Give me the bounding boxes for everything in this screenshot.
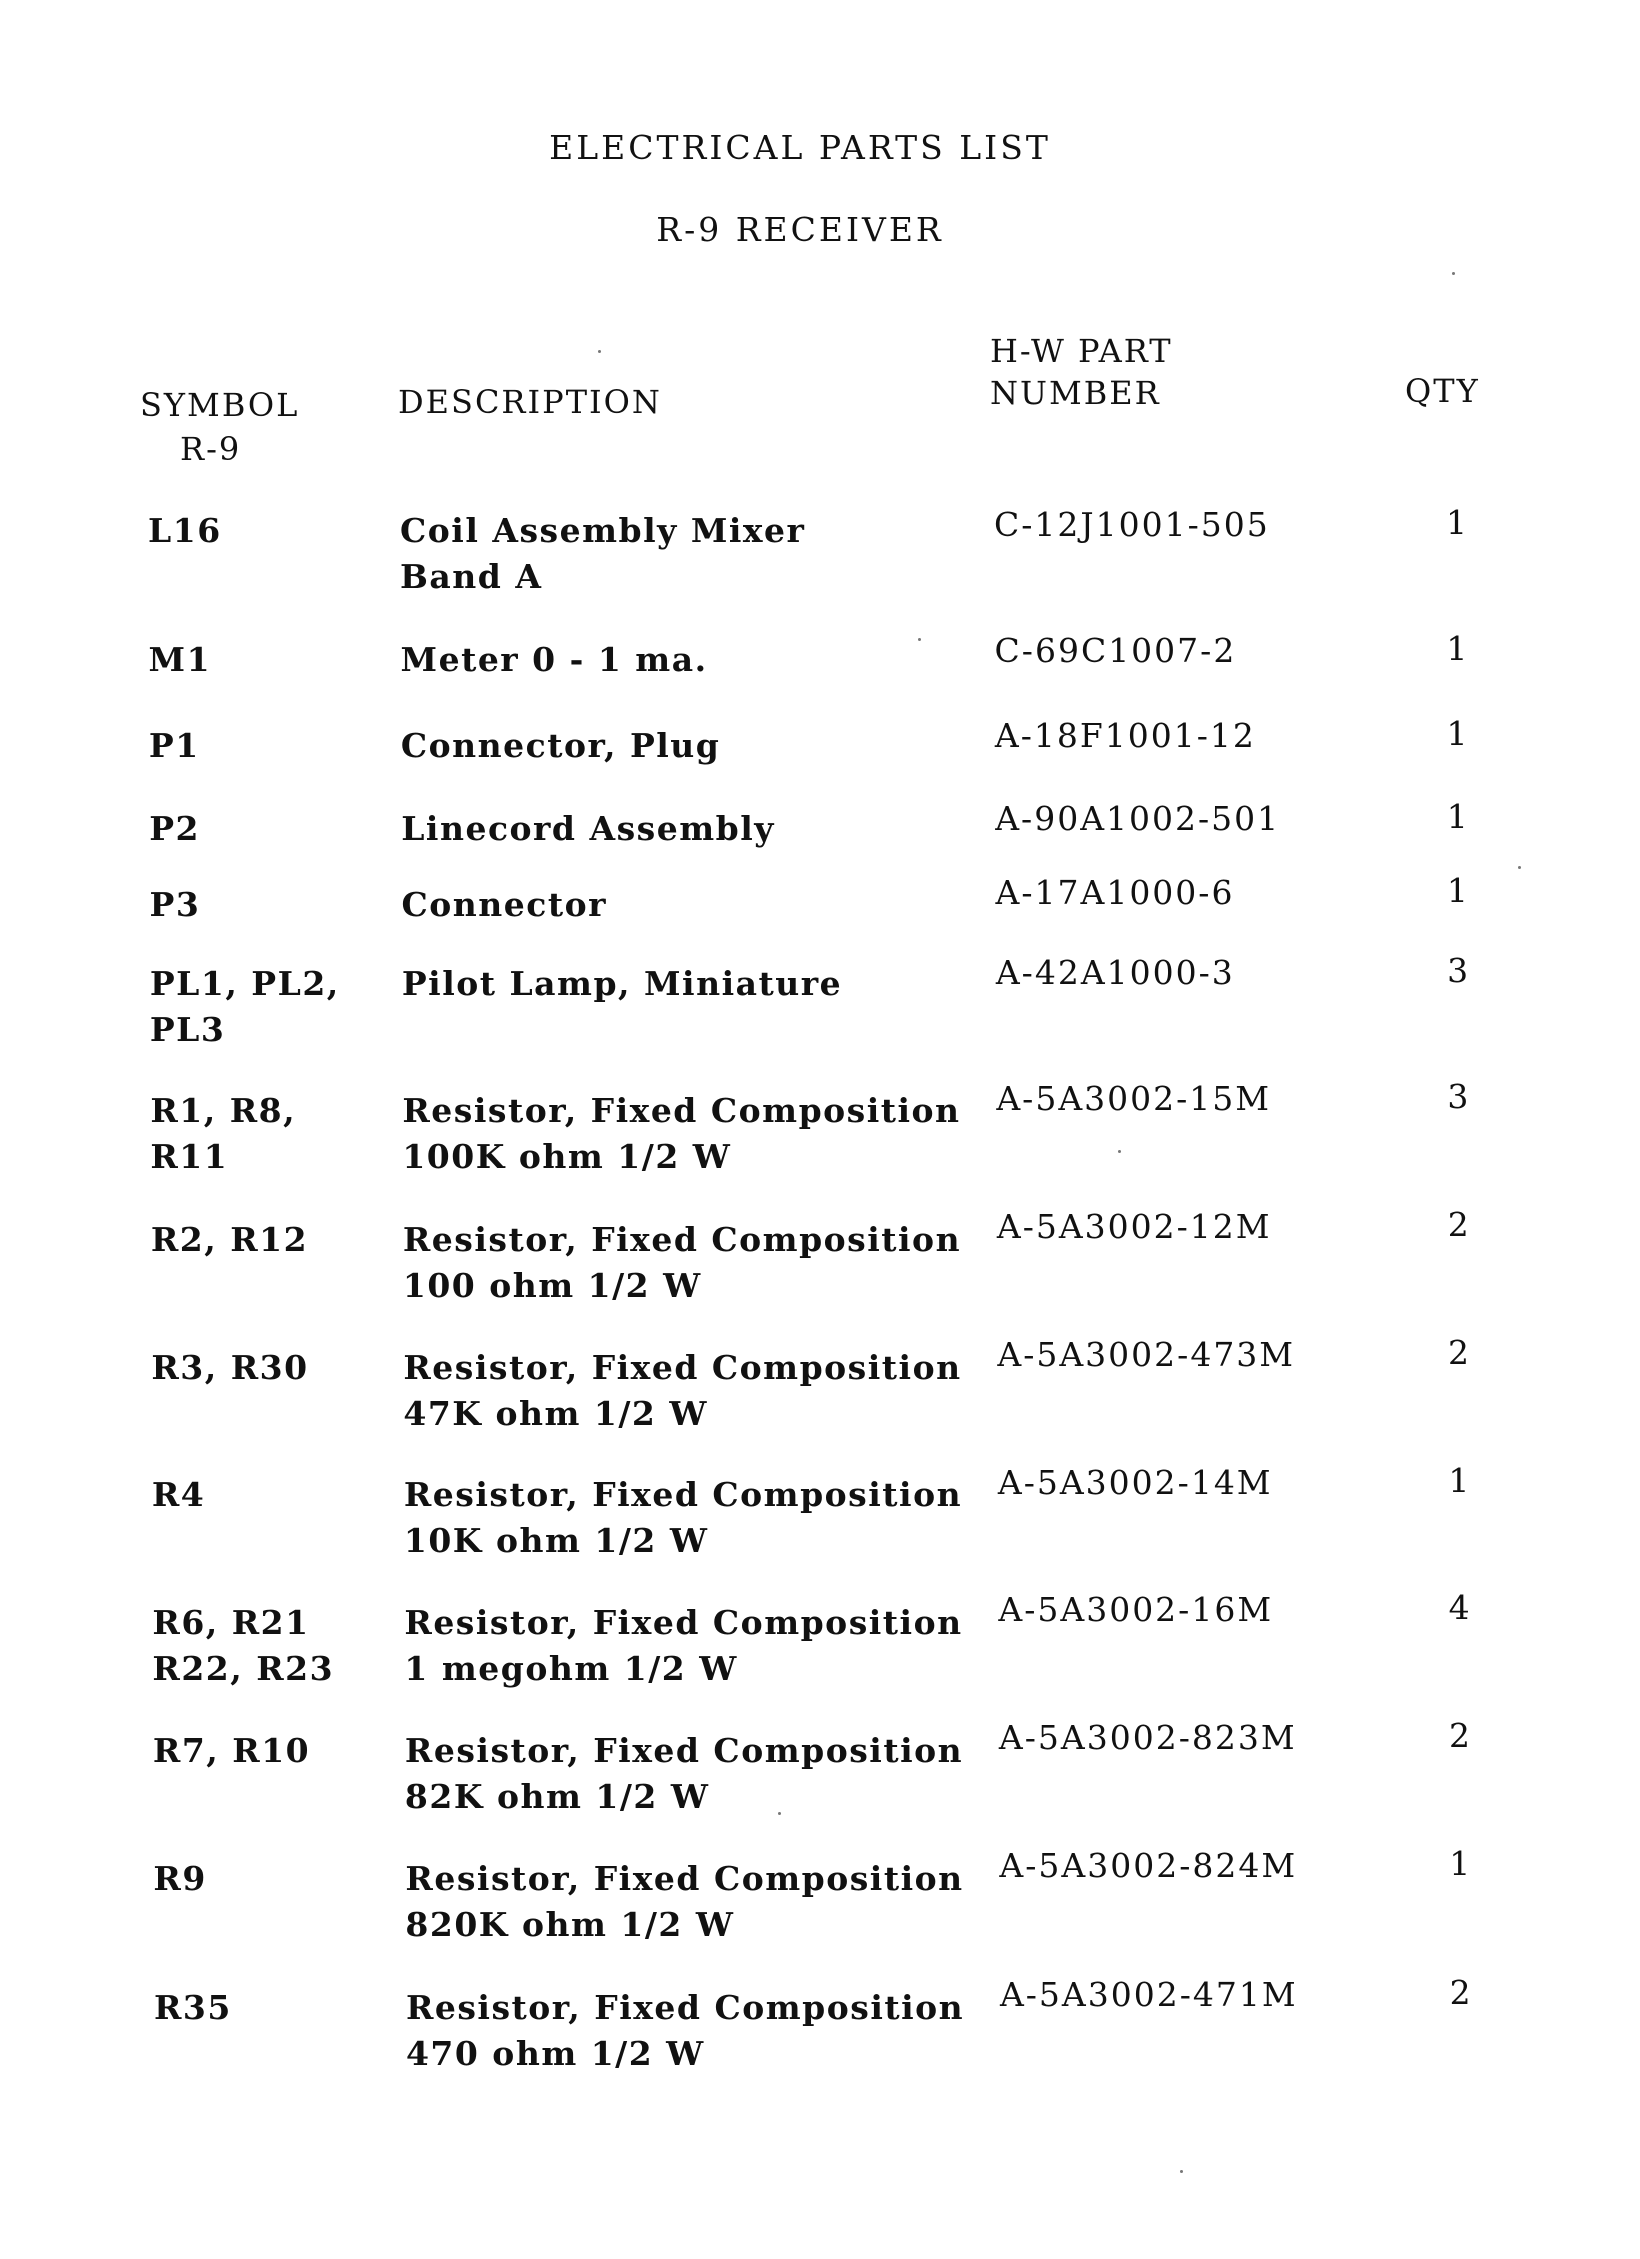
document-title: ELECTRICAL PARTS LIST — [549, 128, 1051, 167]
row-description-line: Connector, Plug — [400, 726, 721, 765]
row-qty: 1 — [1446, 871, 1470, 910]
row-symbol-line: R22, R23 — [152, 1649, 335, 1688]
row-description — [402, 882, 608, 928]
row-description — [406, 1985, 964, 2077]
row-description-line: 10K ohm 1/2 W — [403, 1521, 709, 1560]
row-symbol-line: P3 — [149, 885, 201, 924]
row-symbol — [153, 1856, 206, 1902]
row-symbol-line: P2 — [149, 809, 200, 848]
row-description-line: Resistor, Fixed Composition — [404, 1731, 964, 1770]
row-symbol — [149, 637, 212, 683]
row-symbol — [150, 1088, 296, 1180]
row-symbol-line: R1, R8, — [150, 1091, 297, 1130]
row-description-line: Resistor, Fixed Composition — [403, 1348, 962, 1387]
row-qty: 1 — [1446, 797, 1470, 836]
row-part-number: A-42A1000-3 — [995, 953, 1235, 992]
row-description-line: 82K ohm 1/2 W — [404, 1777, 710, 1816]
row-symbol-line: R2, R12 — [150, 1220, 309, 1259]
row-symbol-line: R35 — [153, 1988, 232, 2027]
row-part-number: A-5A3002-823M — [998, 1718, 1297, 1757]
row-description — [402, 961, 842, 1007]
row-description-line: Resistor, Fixed Composition — [405, 1988, 965, 2027]
row-description-line: 47K ohm 1/2 W — [403, 1394, 708, 1433]
row-symbol — [153, 1728, 310, 1774]
row-part-number: A-90A1002-501 — [995, 799, 1281, 838]
column-header-part-line1: H-W PART — [990, 332, 1173, 370]
row-description — [403, 1345, 961, 1437]
row-description-line: Meter 0 - 1 ma. — [400, 640, 708, 679]
row-part-number: A-5A3002-824M — [999, 1846, 1298, 1885]
column-header-symbol: SYMBOL — [140, 386, 300, 424]
row-symbol — [152, 1472, 205, 1518]
row-description — [405, 1856, 963, 1948]
row-description-line: 100K ohm 1/2 W — [402, 1137, 732, 1176]
row-qty: 2 — [1449, 1973, 1473, 2012]
row-description — [400, 508, 805, 600]
row-description — [401, 723, 720, 769]
row-qty: 4 — [1448, 1588, 1472, 1627]
row-part-number: A-5A3002-473M — [997, 1335, 1296, 1374]
row-symbol-line: R7, R10 — [152, 1731, 311, 1770]
row-qty: 2 — [1448, 1333, 1471, 1372]
document-subtitle: R-9 RECEIVER — [656, 210, 944, 249]
row-qty: 3 — [1447, 1077, 1470, 1116]
row-qty: 2 — [1448, 1716, 1472, 1755]
row-description-line: Resistor, Fixed Composition — [405, 1859, 964, 1898]
row-symbol — [150, 961, 340, 1053]
row-symbol-line: P1 — [148, 726, 200, 765]
row-description-line: 100 ohm 1/2 W — [402, 1266, 702, 1305]
row-part-number: A-5A3002-14M — [997, 1463, 1273, 1502]
row-description-line: Coil Assembly Mixer — [400, 511, 806, 550]
row-description-line: Band A — [400, 557, 543, 596]
row-symbol-line: R11 — [150, 1137, 229, 1176]
row-description — [404, 1600, 962, 1692]
row-description — [403, 1217, 961, 1309]
row-description — [401, 806, 775, 852]
column-header-part-line2: NUMBER — [990, 374, 1161, 412]
row-part-number: A-5A3002-12M — [996, 1207, 1272, 1246]
row-symbol-line: R3, R30 — [151, 1348, 309, 1387]
row-symbol-line: R6, R21 — [152, 1603, 310, 1642]
row-part-number: A-18F1001-12 — [994, 716, 1256, 755]
row-symbol-line: R4 — [151, 1475, 206, 1514]
row-symbol — [154, 1985, 232, 2031]
row-qty: 1 — [1446, 629, 1469, 668]
row-description — [405, 1728, 963, 1820]
column-header-qty: QTY — [1405, 372, 1480, 410]
row-symbol-line: R9 — [153, 1859, 207, 1898]
row-part-number: A-5A3002-15M — [996, 1079, 1272, 1118]
row-symbol — [150, 882, 201, 928]
row-part-number: A-5A3002-16M — [998, 1590, 1274, 1629]
row-qty: 1 — [1446, 503, 1469, 542]
row-symbol — [148, 508, 222, 554]
row-description-line: Pilot Lamp, Miniature — [401, 964, 843, 1003]
row-part-number: C-69C1007-2 — [994, 631, 1237, 670]
row-description — [404, 1472, 962, 1564]
row-symbol-line: PL3 — [149, 1010, 226, 1049]
row-symbol — [149, 806, 200, 852]
row-symbol — [152, 1600, 334, 1692]
row-description-line: Resistor, Fixed Composition — [404, 1603, 963, 1642]
row-symbol-line: PL1, PL2, — [149, 964, 340, 1003]
column-header-description: DESCRIPTION — [398, 383, 662, 421]
row-description-line: Resistor, Fixed Composition — [402, 1220, 962, 1259]
row-description-line: Resistor, Fixed Composition — [403, 1475, 963, 1514]
row-description-line: 1 megohm 1/2 W — [404, 1649, 738, 1688]
row-part-number: A-5A3002-471M — [999, 1975, 1298, 2014]
column-header-symbol-sub: R-9 — [180, 430, 242, 468]
row-description — [402, 1088, 960, 1180]
row-symbol — [149, 723, 200, 769]
row-description-line: 820K ohm 1/2 W — [405, 1905, 735, 1944]
row-qty: 1 — [1448, 1461, 1471, 1500]
row-qty: 1 — [1446, 714, 1470, 753]
row-symbol — [151, 1345, 308, 1391]
row-qty: 2 — [1447, 1205, 1471, 1244]
row-part-number: C-12J1001-505 — [994, 505, 1270, 544]
row-qty: 1 — [1449, 1844, 1472, 1883]
row-description-line: Linecord Assembly — [401, 809, 775, 848]
row-symbol-line: L16 — [148, 511, 222, 550]
row-part-number: A-17A1000-6 — [995, 873, 1235, 912]
row-description-line: Resistor, Fixed Composition — [402, 1091, 961, 1130]
row-description-line: 470 ohm 1/2 W — [405, 2034, 705, 2073]
row-symbol — [151, 1217, 308, 1263]
row-symbol-line: M1 — [148, 640, 212, 679]
row-description — [401, 637, 708, 683]
row-description-line: Connector — [401, 885, 608, 924]
row-qty: 3 — [1447, 951, 1470, 990]
